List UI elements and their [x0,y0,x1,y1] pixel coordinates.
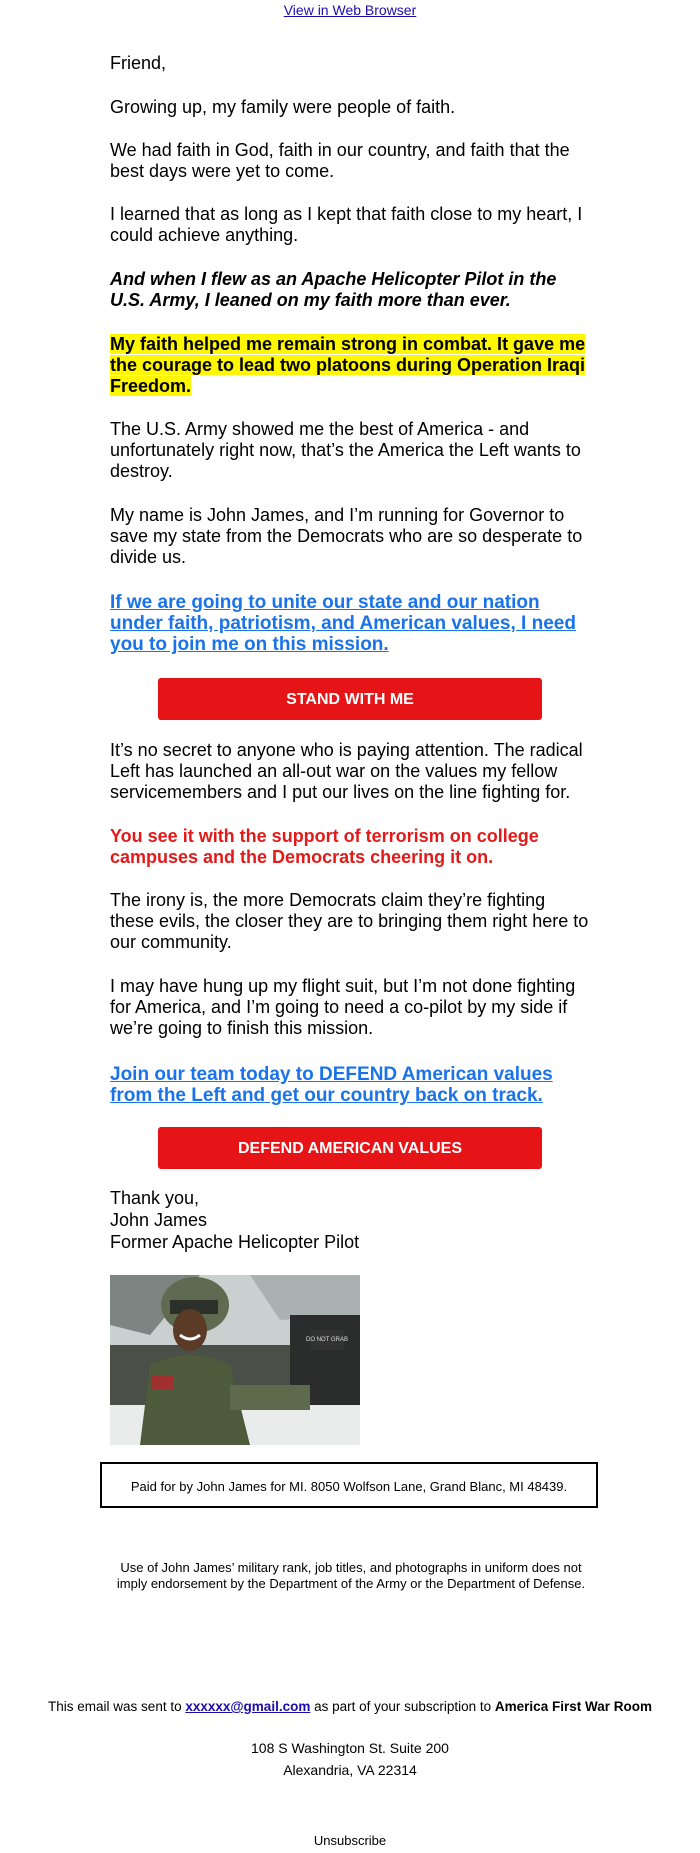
org-name: America First War Room [494,1699,652,1714]
paragraph-7: My name is John James, and I’m running for Governor to save my state from the Democrats who are so desperate to divide us. [110,505,583,567]
unsubscribe-link[interactable]: Unsubscribe [313,1833,387,1848]
signoff-name: John James [110,1210,208,1230]
paragraph-11: I may have hung up my flight suit, but I’m not done fighting for America, and I’m going to need a co-pilot by my side if we’re going to finish this mission. [110,976,576,1038]
highlight-text: My faith helped me remain strong in combat. It gave me the courage to lead two platoons during Operation Iraqi Freedom. [110,334,586,396]
stand-with-me-button[interactable]: STAND WITH ME [158,678,542,720]
pilot-photo [110,1275,360,1445]
paragraph-10: The irony is, the more Democrats claim they’re fighting these evils, the closer they are to bringing them right here to our community. [110,890,589,952]
paragraph-5-highlight [110,334,594,397]
unsubscribe-area [0,1833,700,1848]
defend-american-values-button[interactable]: DEFEND AMERICAN VALUES [158,1127,542,1169]
greeting: Friend, [110,53,167,73]
signoff-title: Former Apache Helicopter Pilot [110,1232,360,1252]
pilot-photo-graphic [110,1275,360,1445]
cta-link-unite[interactable]: If we are going to unite our state and our nation under faith, patriotism, and American values, I need you to join me on this mission. [110,592,576,655]
view-in-browser-link[interactable]: View in Web Browser [283,2,417,18]
paid-for-box: Paid for by John James for MI. 8050 Wolfson Lane, Grand Blanc, MI 48439. [100,1462,598,1508]
paragraph-1: Growing up, my family were people of faith. [110,97,456,117]
paragraph-9-red: You see it with the support of terrorism on college campuses and the Democrats cheering it on. [110,826,539,867]
recipient-email-link[interactable]: xxxxxx@gmail.com [185,1699,311,1714]
cockpit-label: DO NOT GRAB [306,1337,348,1343]
address-line-1: 108 S Washington St. Suite 200 [251,1740,449,1756]
subscription-notice [0,1699,700,1714]
sent-mid: as part of your subscription to [310,1699,495,1714]
paragraph-2: We had faith in God, faith in our country, and faith that the best days were yet to come. [110,140,570,181]
paragraph-3: I learned that as long as I kept that faith close to my heart, I could achieve anything. [110,204,583,245]
military-disclaimer: Use of John James’ military rank, job titles, and photographs in uniform does not imply endorsement by the Department of the Army or the Department of Defense. [116,1560,586,1591]
paragraph-8: It’s no secret to anyone who is paying attention. The radical Left has launched an all-out war on the values my fellow servicemembers and I put our lives on the line fighting for. [110,740,583,802]
signoff-thanks: Thank you, [110,1188,200,1208]
postal-address [0,1737,700,1781]
sent-prefix: This email was sent to [48,1699,186,1714]
top-bar [0,0,700,22]
cta-link-defend[interactable]: Join our team today to DEFEND American values from the Left and get our country back on track. [110,1064,553,1106]
cta-paragraph-2 [110,1064,594,1106]
address-line-2: Alexandria, VA 22314 [283,1762,417,1778]
cta-paragraph-1 [110,592,594,655]
paragraph-6: The U.S. Army showed me the best of America - and unfortunately right now, that’s the America the Left wants to destroy. [110,419,581,481]
paragraph-4-emphasis: And when I flew as an Apache Helicopter Pilot in the U.S. Army, I leaned on my faith more than ever. [110,269,557,310]
